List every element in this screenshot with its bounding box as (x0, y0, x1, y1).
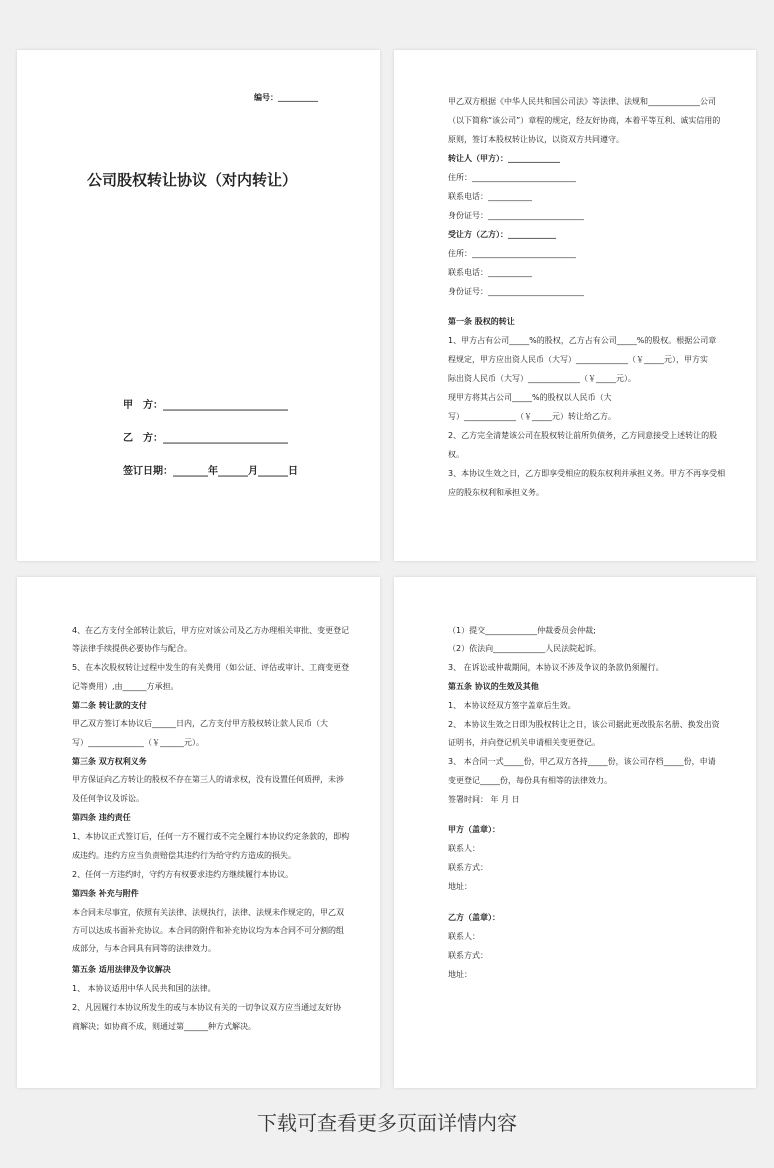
text-line: 原则，签订本股权转让协议，以资双方共同遵守。 (448, 135, 624, 144)
text-line: 证明书，并向登记机关申请相关变更登记。 (448, 738, 600, 747)
sign-date-line: 签订日期：_______年______月______日 (123, 466, 298, 477)
text-line: 身份证号：________________________ (448, 287, 584, 296)
text-line: 权。 (448, 450, 464, 459)
text-line: 3、 在诉讼或仲裁期间，本协议不涉及争议的条款仍须履行。 (448, 663, 664, 672)
text-line: 应的股东权利和承担义务。 (448, 488, 544, 497)
download-more-footer: 下载可查看更多页面详情内容 (257, 1111, 517, 1135)
text-line: 3、 本合同一式_____份，甲乙双方各持_____份，该公司存档_____份，申请 (448, 757, 716, 766)
document-page-1 (17, 50, 380, 561)
text-line: 成部分，与本合同具有同等的法律效力。 (72, 944, 216, 953)
text-line: 1、 本协议经双方签字盖章后生效。 (448, 701, 576, 710)
document-page-2 (394, 50, 756, 561)
party-a-line: 甲 方：_________________________ (123, 400, 288, 411)
text-line: 联系电话：___________ (448, 192, 532, 201)
signing-time-line: 签署时间： 年 月 日 (448, 795, 520, 804)
section-heading: 第一条 股权的转让 (448, 317, 515, 326)
section-heading: 第二条 转让款的支付 (72, 701, 147, 710)
text-line: 3、本协议生效之日，乙方即享受相应的股东权利并承担义务。甲方不再享受相 (448, 469, 726, 478)
party-b-seal-heading: 乙方（盖章）： (448, 913, 500, 922)
text-line: 际出资人民币（大写）_____________（￥_____元）。 (448, 374, 636, 383)
section-heading: 第四条 补充与附件 (72, 889, 139, 898)
text-line: 及任何争议及诉讼。 (72, 794, 144, 803)
text-line: 1、 本协议适用中华人民共和国的法律。 (72, 984, 216, 993)
text-line: 甲乙双方签订本协议后______日内，乙方支付甲方股权转让款人民币（大 (72, 719, 328, 728)
text-line: 记等费用）,由______方承担。 (72, 682, 179, 691)
text-line: （1）提交_____________仲裁委员会仲裁; (448, 626, 596, 635)
party-b-line: 乙 方：_________________________ (123, 433, 288, 444)
text-line: 2、凡因履行本协议所发生的或与本协议有关的一切争议双方应当通过友好协 (72, 1003, 342, 1012)
text-line: 商解决；如协商不成，则通过第______种方式解决。 (72, 1022, 256, 1031)
contract-number-label: 编号：__________ (254, 93, 318, 102)
text-line: 2、任何一方违约时，守约方有权要求违约方继续履行本协议。 (72, 870, 294, 879)
section-heading: 转让人（甲方）：_____________ (448, 154, 560, 163)
text-line: 2、 本协议生效之日即为股权转让之日，该公司据此更改股东名册、换发出资 (448, 720, 720, 729)
text-line: 地址： (448, 882, 472, 891)
text-line: 甲乙双方根据《中华人民共和国公司法》等法律、法规和_____________公司 (448, 97, 716, 106)
text-line: （2）依法向_____________人民法院起诉。 (448, 644, 602, 653)
text-line: 联系人： (448, 932, 480, 941)
text-line: 住所：__________________________ (448, 249, 576, 258)
text-line: 1、本协议正式签订后，任何一方不履行或不完全履行本协议约定条款的，即构 (72, 832, 350, 841)
text-line: （以下简称“该公司”）章程的规定，经友好协商，本着平等互利、诚实信用的 (448, 116, 721, 125)
text-line: 地址： (448, 970, 472, 979)
section-heading: 第四条 违约责任 (72, 813, 131, 822)
section-heading: 第五条 协议的生效及其他 (448, 682, 539, 691)
text-line: 住所：__________________________ (448, 173, 576, 182)
text-line: 4、在乙方支付全部转让款后，甲方应对该公司及乙方办理相关审批、变更登记 (72, 626, 350, 635)
section-heading: 第三条 双方权利义务 (72, 757, 147, 766)
document-page-4 (394, 577, 756, 1088)
text-line: 联系方式： (448, 951, 488, 960)
text-line: 现甲方将其占公司_____%的股权以人民币（大 (448, 393, 612, 402)
text-line: 方可以达成书面补充协议。本合同的附件和补充协议均为本合同不可分割的组 (72, 926, 344, 935)
section-heading: 第五条 适用法律及争议解决 (72, 965, 171, 974)
text-line: 程规定，甲方应出资人民币（大写）_____________（￥_____元），甲方实 (448, 355, 708, 364)
text-line: 写）______________（￥______元）。 (72, 738, 204, 747)
text-line: 身份证号：________________________ (448, 211, 584, 220)
text-line: 变更登记_____份，每份具有相等的法律效力。 (448, 776, 612, 785)
text-line: 成违约。违约方应当负责赔偿其违约行为给守约方造成的损失。 (72, 851, 296, 860)
document-title: 公司股权转让协议（对内转让） (87, 171, 298, 189)
text-line: 5、在本次股权转让过程中发生的有关费用（如公证、评估或审计、工商变更登 (72, 663, 350, 672)
text-line: 2、乙方完全清楚该公司在股权转让前所负债务，乙方同意接受上述转让的股 (448, 431, 718, 440)
text-line: 1、甲方占有公司_____%的股权，乙方占有公司_____%的股权。根据公司章 (448, 336, 717, 345)
section-heading: 受让方（乙方）：____________ (448, 230, 556, 239)
text-line: 等法律手续提供必要协作与配合。 (72, 644, 192, 653)
party-a-seal-heading: 甲方（盖章）： (448, 825, 500, 834)
text-line: 联系电话：___________ (448, 268, 532, 277)
text-line: 本合同未尽事宜，依照有关法律、法规执行，法律、法规未作规定的，甲乙双 (72, 908, 344, 917)
text-line: 甲方保证向乙方转让的股权不存在第三人的请求权，没有设置任何质押，未涉 (72, 775, 344, 784)
text-line: 写）_____________（￥_____元）转让给乙方。 (448, 412, 616, 421)
text-line: 联系人： (448, 844, 480, 853)
text-line: 联系方式： (448, 863, 488, 872)
document-page-3 (17, 577, 380, 1088)
